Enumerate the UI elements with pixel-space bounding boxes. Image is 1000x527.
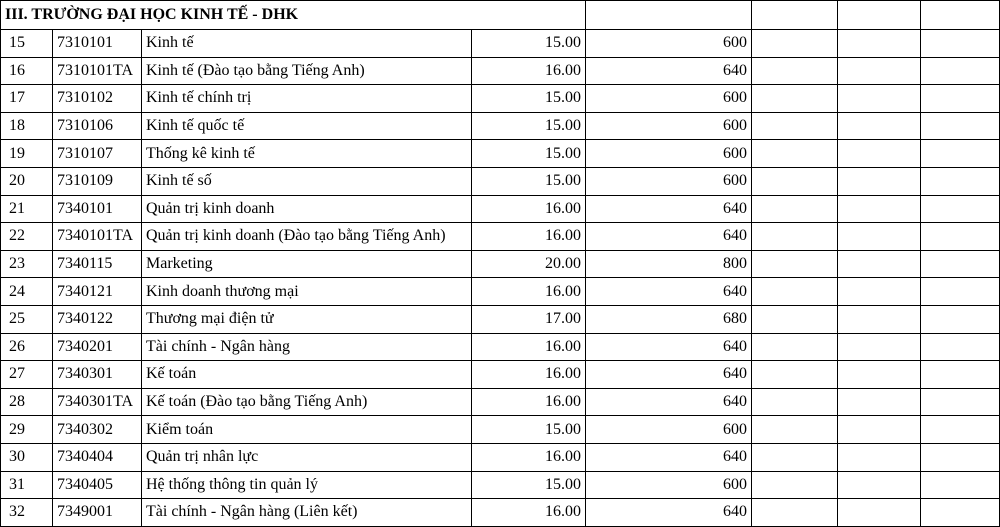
table-row [1,140,1000,168]
score-cell: 15.00 [472,112,586,140]
empty-cell [838,57,921,85]
major-code: 7340121 [53,278,142,306]
empty-cell [921,57,1000,85]
major-name: Marketing [142,250,472,278]
empty-cell [921,30,1000,58]
score-cell: 16.00 [472,278,586,306]
major-name: Kinh tế [142,30,472,58]
score-cell: 17.00 [472,305,586,333]
empty-cell [752,333,838,361]
points-cell: 640 [586,333,752,361]
points-cell: 600 [586,167,752,195]
points-cell: 640 [586,195,752,223]
empty-cell [921,499,1000,527]
major-code: 7349001 [53,499,142,527]
row-number: 20 [1,167,53,195]
major-name: Quản trị kinh doanh [142,195,472,223]
empty-cell [838,443,921,471]
section-header-row [1,1,1000,30]
table-row [1,499,1000,527]
points-cell: 640 [586,278,752,306]
empty-cell [921,112,1000,140]
empty-cell [921,388,1000,416]
points-cell: 640 [586,499,752,527]
row-number: 31 [1,471,53,499]
empty-cell [921,223,1000,251]
empty-cell [921,443,1000,471]
major-code: 7310101 [53,30,142,58]
table-row [1,85,1000,113]
row-number: 26 [1,333,53,361]
major-code: 7340101TA [53,223,142,251]
empty-cell [752,471,838,499]
row-number: 32 [1,499,53,527]
row-number: 19 [1,140,53,168]
points-cell: 680 [586,305,752,333]
table-row [1,278,1000,306]
empty-cell [752,223,838,251]
empty-cell [921,140,1000,168]
major-name: Hệ thống thông tin quản lý [142,471,472,499]
table-row [1,388,1000,416]
score-cell: 16.00 [472,361,586,389]
empty-cell [921,195,1000,223]
table-row [1,167,1000,195]
score-cell: 15.00 [472,416,586,444]
major-name: Kế toán [142,361,472,389]
table-row [1,333,1000,361]
empty-cell [838,167,921,195]
empty-cell [752,388,838,416]
empty-cell [921,416,1000,444]
empty-cell [921,167,1000,195]
major-name: Kinh tế số [142,167,472,195]
empty-cell [921,1,1000,30]
points-cell: 600 [586,112,752,140]
points-cell: 640 [586,443,752,471]
empty-cell [838,30,921,58]
major-name: Kinh doanh thương mại [142,278,472,306]
empty-cell [752,140,838,168]
major-code: 7340122 [53,305,142,333]
empty-cell [838,388,921,416]
score-cell: 20.00 [472,250,586,278]
table-row [1,57,1000,85]
major-code: 7340115 [53,250,142,278]
empty-cell [838,471,921,499]
major-code: 7310102 [53,85,142,113]
row-number: 15 [1,30,53,58]
major-name: Quản trị nhân lực [142,443,472,471]
empty-cell [921,85,1000,113]
points-cell: 600 [586,416,752,444]
major-code: 7340101 [53,195,142,223]
table-row [1,223,1000,251]
section-title: III. TRƯỜNG ĐẠI HỌC KINH TẾ - DHK [1,1,586,30]
row-number: 25 [1,305,53,333]
score-cell: 16.00 [472,443,586,471]
major-code: 7340302 [53,416,142,444]
major-code: 7310107 [53,140,142,168]
major-code: 7310101TA [53,57,142,85]
major-code: 7340301 [53,361,142,389]
empty-cell [838,278,921,306]
points-cell: 600 [586,140,752,168]
row-number: 24 [1,278,53,306]
major-code: 7340201 [53,333,142,361]
empty-cell [838,499,921,527]
empty-cell [586,1,752,30]
score-cell: 16.00 [472,388,586,416]
empty-cell [921,250,1000,278]
row-number: 18 [1,112,53,140]
row-number: 23 [1,250,53,278]
row-number: 16 [1,57,53,85]
major-name: Kinh tế quốc tế [142,112,472,140]
empty-cell [838,1,921,30]
major-name: Tài chính - Ngân hàng (Liên kết) [142,499,472,527]
score-cell: 15.00 [472,140,586,168]
table-body [1,1,1000,527]
major-name: Kinh tế (Đào tạo bằng Tiếng Anh) [142,57,472,85]
major-code: 7340301TA [53,388,142,416]
table-row [1,443,1000,471]
points-cell: 600 [586,85,752,113]
major-name: Kiểm toán [142,416,472,444]
empty-cell [752,305,838,333]
points-cell: 600 [586,471,752,499]
empty-cell [838,250,921,278]
major-name: Kế toán (Đào tạo bằng Tiếng Anh) [142,388,472,416]
points-cell: 640 [586,223,752,251]
row-number: 27 [1,361,53,389]
points-cell: 640 [586,388,752,416]
table-row [1,250,1000,278]
points-cell: 640 [586,361,752,389]
row-number: 21 [1,195,53,223]
major-code: 7340405 [53,471,142,499]
major-name: Thống kê kinh tế [142,140,472,168]
score-cell: 15.00 [472,167,586,195]
table-row [1,195,1000,223]
table-row [1,112,1000,140]
empty-cell [752,1,838,30]
empty-cell [752,443,838,471]
row-number: 28 [1,388,53,416]
score-cell: 15.00 [472,471,586,499]
empty-cell [921,471,1000,499]
empty-cell [752,361,838,389]
major-name: Kinh tế chính trị [142,85,472,113]
row-number: 17 [1,85,53,113]
empty-cell [838,416,921,444]
empty-cell [838,140,921,168]
empty-cell [838,195,921,223]
empty-cell [838,305,921,333]
empty-cell [752,57,838,85]
major-code: 7310106 [53,112,142,140]
empty-cell [752,499,838,527]
table-row [1,416,1000,444]
empty-cell [838,223,921,251]
empty-cell [752,30,838,58]
empty-cell [752,112,838,140]
table-row [1,305,1000,333]
empty-cell [752,416,838,444]
score-cell: 16.00 [472,333,586,361]
empty-cell [838,361,921,389]
major-code: 7340404 [53,443,142,471]
major-code: 7310109 [53,167,142,195]
row-number: 30 [1,443,53,471]
empty-cell [752,195,838,223]
empty-cell [921,305,1000,333]
empty-cell [752,250,838,278]
row-number: 29 [1,416,53,444]
empty-cell [921,361,1000,389]
empty-cell [752,167,838,195]
table-row [1,361,1000,389]
score-cell: 16.00 [472,223,586,251]
score-cell: 15.00 [472,30,586,58]
row-number: 22 [1,223,53,251]
major-name: Thương mại điện tử [142,305,472,333]
empty-cell [838,112,921,140]
table-row [1,471,1000,499]
empty-cell [921,278,1000,306]
score-cell: 16.00 [472,499,586,527]
empty-cell [838,333,921,361]
major-name: Tài chính - Ngân hàng [142,333,472,361]
empty-cell [921,333,1000,361]
score-cell: 16.00 [472,57,586,85]
points-cell: 800 [586,250,752,278]
points-cell: 600 [586,30,752,58]
table-row [1,30,1000,58]
empty-cell [838,85,921,113]
score-cell: 16.00 [472,195,586,223]
score-cell: 15.00 [472,85,586,113]
empty-cell [752,278,838,306]
points-cell: 640 [586,57,752,85]
major-name: Quản trị kinh doanh (Đào tạo bằng Tiếng Anh) [142,223,472,251]
empty-cell [752,85,838,113]
